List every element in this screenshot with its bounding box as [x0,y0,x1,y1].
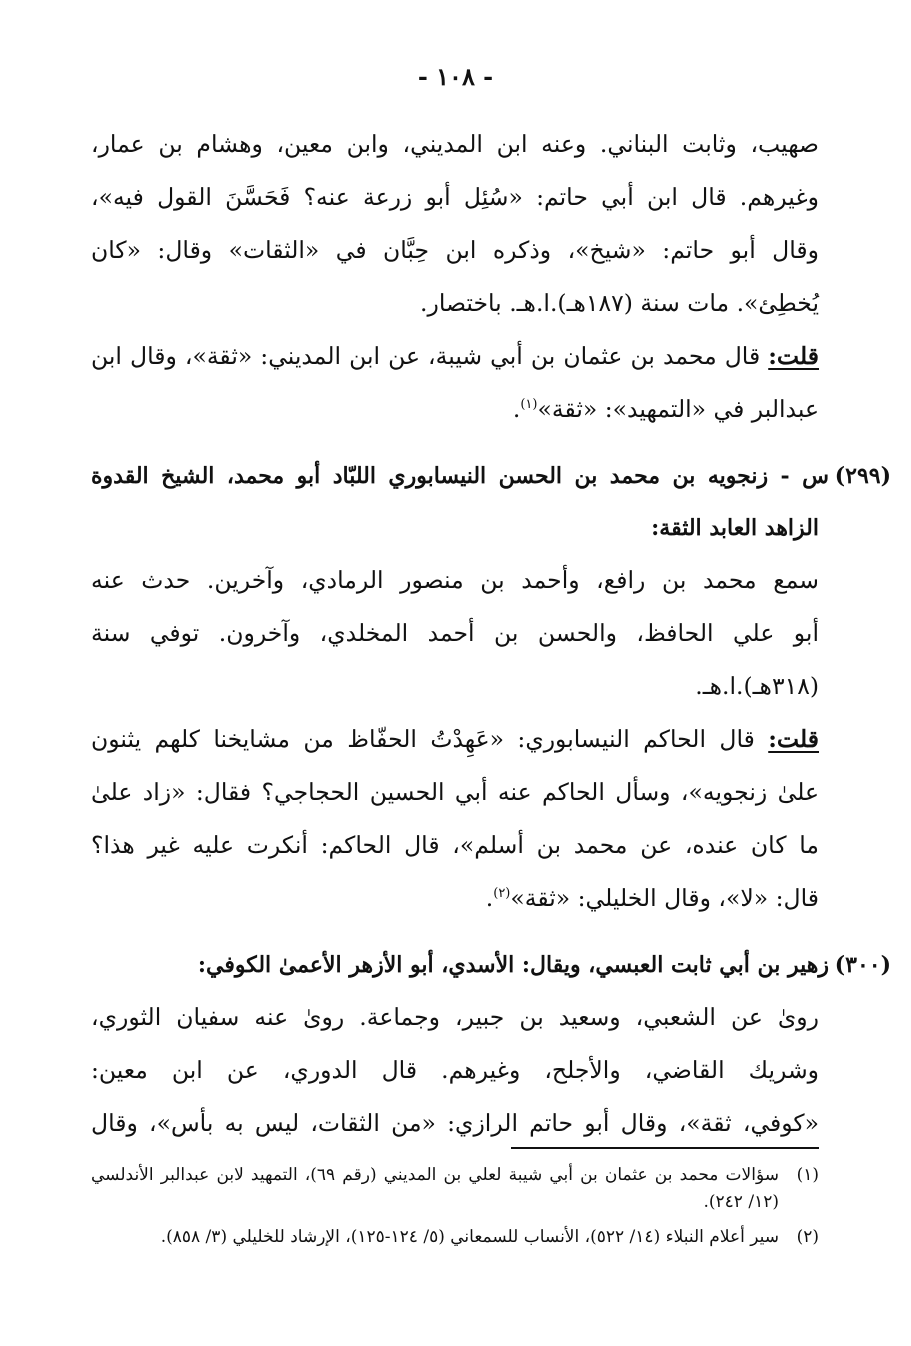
entry-continuation [91,118,819,330]
text-segment: قال الحاكم النيسابوري: «عَهِدْتُ الحفّاظ من مشايخنا كلهم يثنون [91,725,769,753]
text-line [91,872,819,925]
text-segment: عبدالبر في «التمهيد»: «ثقة» [537,395,819,423]
entry-299 [91,450,891,925]
entry-300 [91,939,891,1150]
footnote [91,1162,819,1216]
text-segment: قال محمد بن عثمان بن أبي شيبة، عن ابن المديني: «ثقة»، وقال ابن [91,342,769,370]
main-text [91,118,891,1150]
footnote-ref: (١) [520,397,538,413]
entry-title-continuation: الزاهد العابد الثقة: [651,515,819,541]
text-line: يُخطِئ». مات سنة (١٨٧هـ).ا.هـ. باختصار. [420,289,819,317]
footnotes [91,1162,819,1259]
footnote-text: سير أعلام النبلاء (١٤/ ٥٢٢)، الأنساب للسمعاني (٥/ ١٢٤-١٢٥)، الإرشاد للخليلي (٣/ ٨٥٨). [160,1227,779,1247]
text-line: سمع محمد بن رافع، وأحمد بن منصور الرمادي، وآخرين. حدث عنه [91,566,819,594]
text-line: وقال أبو حاتم: «شيخ»، وذكره ابن حِبَّان في «الثقات» وقال: «كان [91,236,819,264]
entry-title: زهير بن أبي ثابت العبسي، ويقال: الأسدي، أبو الأزهر الأعمىٰ الكوفي: [197,952,829,978]
footnote-number: (١) [796,1165,819,1185]
qult-label: قلت: [768,342,819,370]
text-line: وغيرهم. قال ابن أبي حاتم: «سُئِل أبو زرعة عنه؟ فَحَسَّنَ القول فيه»، [91,183,819,211]
qult-paragraph [91,330,819,436]
footnote-divider [511,1147,819,1149]
text-line: علىٰ زنجويه»، وسأل الحاكم عنه أبي الحسين الحجاجي؟ فقال: «زاد علىٰ [91,778,819,806]
entry-title: س - زنجويه بن محمد بن الحسن النيسابوري اللبّاد أبو محمد، الشيخ القدوة [91,463,829,489]
entry-heading [91,939,891,991]
text-line: صهيب، وثابت البناني. وعنه ابن المديني، وابن معين، وهشام بن عمار، [91,130,819,158]
text-line: (٣١٨هـ).ا.هـ. [695,672,819,700]
page-number: - ١٠٨ - [417,62,494,91]
entry-number: (٣٠٠) [834,952,891,978]
entry-number: (٢٩٩) [834,463,891,489]
footnote [91,1224,819,1251]
text-line: «كوفي، ثقة»، وقال أبو حاتم الرازي: «من الثقات، ليس به بأس»، وقال [91,1109,819,1137]
text-line: ما كان عنده، عن محمد بن أسلم»، قال الحاكم: أنكرت عليه غير هذا؟ [91,831,819,859]
text-segment: قال: «لا»، وقال الخليلي: «ثقة» [510,884,819,912]
text-line: أبو علي الحافظ، والحسن بن أحمد المخلدي، وآخرون. توفي سنة [91,619,819,647]
text-line: وشريك القاضي، والأجلح، وغيرهم. قال الدوري، عن ابن معين: [91,1056,819,1084]
text-segment: . [512,395,521,423]
text-line [91,383,819,436]
text-line: رویٰ عن الشعبي، وسعيد بن جبير، وجماعة. رویٰ عنه سفيان الثوري، [91,1003,819,1031]
text-line [91,713,819,766]
entry-heading [91,450,891,502]
text-line [91,330,819,383]
footnote-number: (٢) [796,1227,819,1247]
footnote-text: سؤالات محمد بن عثمان بن أبي شيبة لعلي بن المديني (رقم ٦٩)، التمهيد لابن عبدالبر الأندلسي (١٢/ ٢٤٢). [91,1165,779,1212]
footnote-ref: (٢) [493,886,511,902]
text-segment: . [485,884,494,912]
qult-label: قلت: [768,725,819,753]
